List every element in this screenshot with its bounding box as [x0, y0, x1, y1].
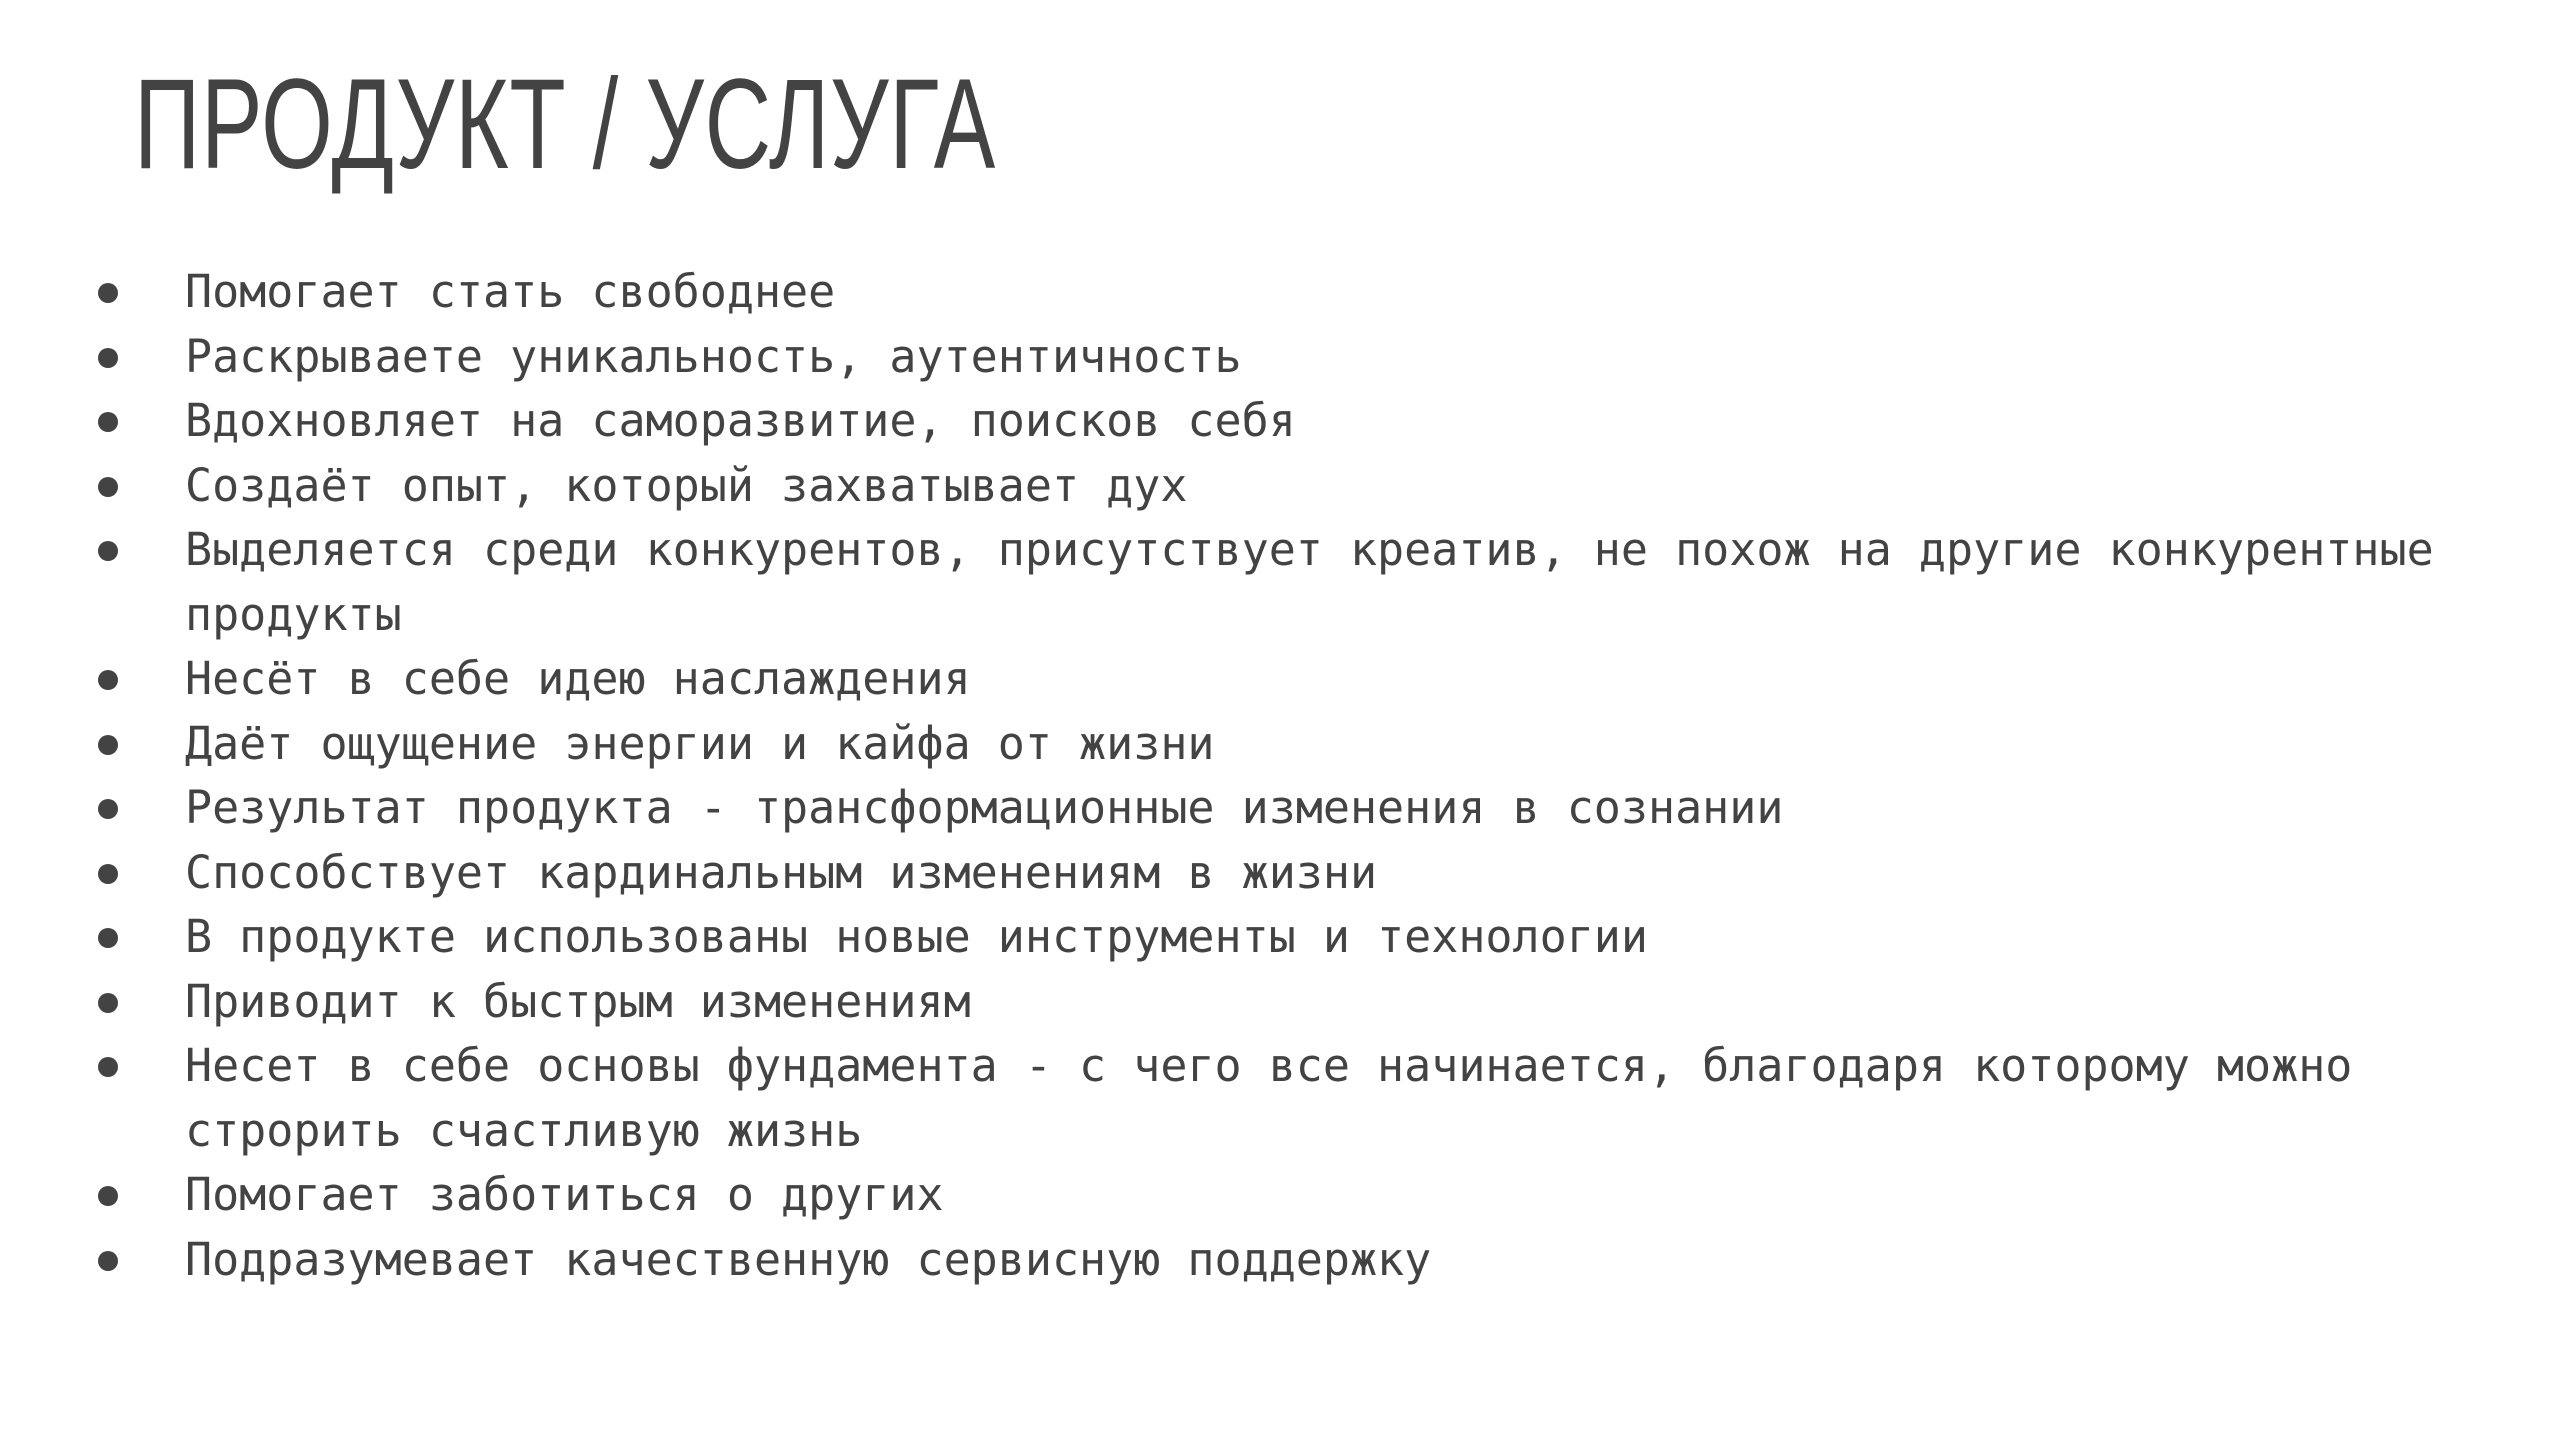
list-item [0, 776, 2530, 841]
bullet-icon [98, 799, 118, 819]
list-item-text: Несет в себе основы фундамента - с чего все начинается, благодаря которому можно строрить счастливую жизнь [185, 1039, 2353, 1157]
list-item-text: Вдохновляет на саморазвитие, поисков себя [185, 394, 1296, 447]
list-item [0, 970, 2530, 1035]
bullet-icon [98, 348, 118, 368]
bullet-icon [98, 477, 118, 497]
slide-title: ПРОДУКТ / УСЛУГА [134, 53, 996, 196]
list-item [0, 260, 2530, 325]
list-item [0, 905, 2530, 970]
bullet-icon [98, 735, 118, 755]
list-item-text: Выделяется среди конкурентов, присутствует креатив, не похож на другие конкурентные продукты [185, 523, 2434, 641]
list-item [0, 647, 2530, 712]
bullet-icon [98, 928, 118, 948]
list-item [0, 841, 2530, 906]
list-item [0, 325, 2530, 390]
bullet-list [0, 260, 2530, 1292]
bullet-icon [98, 670, 118, 690]
list-item-text: Даёт ощущение энергии и кайфа от жизни [185, 716, 1215, 770]
list-item [0, 454, 2530, 519]
list-item-text: Помогает стать свободнее [185, 265, 836, 318]
list-item-text: Помогает заботиться о других [185, 1168, 944, 1221]
bullet-icon [98, 1057, 118, 1077]
list-item-text: Раскрываете уникальность, аутентичность [185, 329, 1242, 383]
list-item [0, 518, 2530, 647]
list-item [0, 1034, 2530, 1163]
bullet-icon [98, 412, 118, 432]
bullet-icon [98, 1186, 118, 1206]
list-item-text: Приводит к быстрым изменениям [185, 974, 971, 1028]
bullet-icon [98, 993, 118, 1013]
bullet-icon [98, 864, 118, 884]
bullet-icon [98, 1251, 118, 1271]
list-item-text: Создаёт опыт, который захватывает дух [185, 458, 1188, 512]
list-item-text: Несёт в себе идею наслаждения [185, 652, 971, 705]
list-item-text: В продукте использованы новые инструменты и технологии [185, 910, 1648, 963]
bullet-icon [98, 283, 118, 303]
list-item-text: Результат продукта - трансформационные изменения в сознании [185, 781, 1784, 834]
list-item-text: Способствует кардинальным изменениям в жизни [185, 845, 1378, 899]
list-item [0, 1228, 2530, 1293]
list-item-text: Подразумевает качественную сервисную поддержку [185, 1232, 1432, 1286]
list-item [0, 389, 2530, 454]
bullet-icon [98, 541, 118, 561]
list-item [0, 712, 2530, 777]
list-item [0, 1163, 2530, 1228]
